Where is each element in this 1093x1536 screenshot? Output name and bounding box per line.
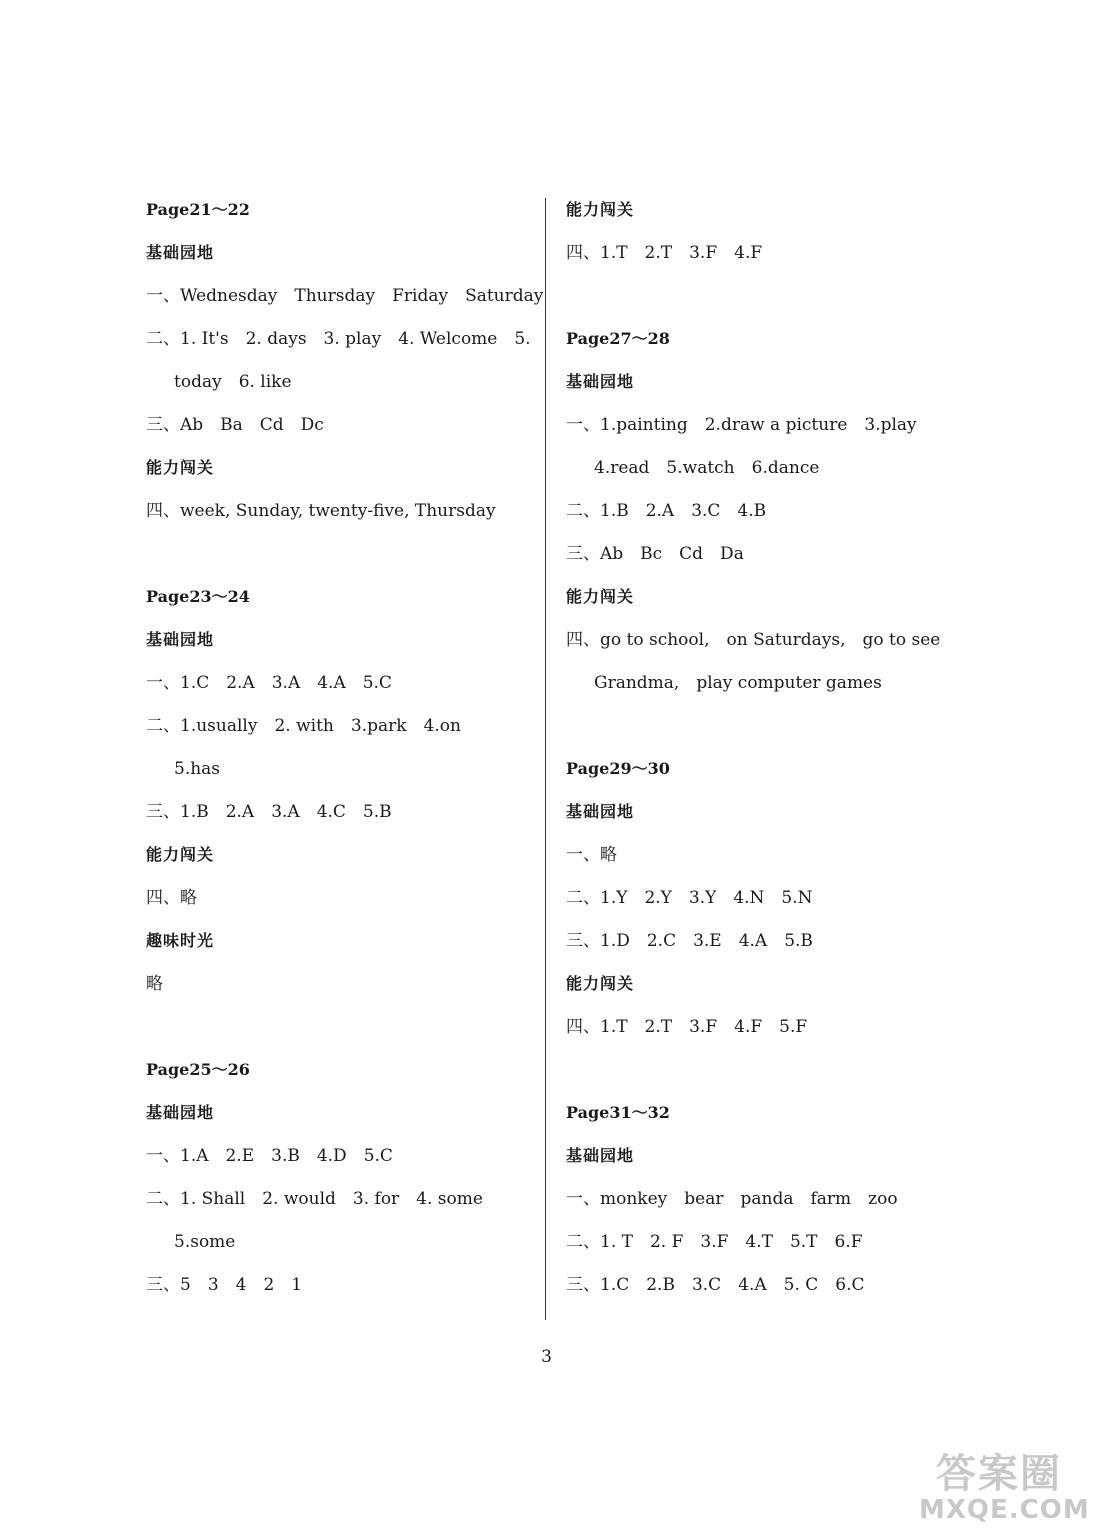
answer-line-continued: 5.has bbox=[174, 759, 221, 779]
page-heading: Page29～30 bbox=[566, 759, 670, 778]
answer-line: 四、略 bbox=[146, 888, 197, 908]
watermark-title: 答案圈 bbox=[936, 1451, 1062, 1497]
answer-line-continued: Grandma, play computer games bbox=[594, 673, 882, 693]
page-heading: Page27～28 bbox=[566, 329, 670, 348]
section-heading: 能力闯关 bbox=[566, 200, 635, 219]
answer-line: 三、Ab Ba Cd Dc bbox=[146, 415, 324, 435]
answer-line: 三、1.C 2.B 3.C 4.A 5. C 6.C bbox=[566, 1275, 865, 1295]
answer-line-continued: 5.some bbox=[174, 1232, 236, 1252]
answer-line: 二、1. It's 2. days 3. play 4. Welcome 5. bbox=[146, 329, 531, 349]
section-heading: 能力闯关 bbox=[146, 845, 215, 864]
section-heading: 基础园地 bbox=[146, 630, 215, 649]
answer-line: 一、1.painting 2.draw a picture 3.play bbox=[566, 415, 917, 435]
answer-line: 三、1.B 2.A 3.A 4.C 5.B bbox=[146, 802, 392, 822]
answer-line: 三、5 3 4 2 1 bbox=[146, 1275, 303, 1295]
page-heading: Page21～22 bbox=[146, 200, 250, 219]
answer-line: 二、1.usually 2. with 3.park 4.on bbox=[146, 716, 461, 736]
answer-line: 三、Ab Bc Cd Da bbox=[566, 544, 744, 564]
answer-line: 四、week, Sunday, twenty-five, Thursday bbox=[146, 501, 496, 521]
page-number: 3 bbox=[541, 1347, 552, 1367]
answer-line: 二、1.Y 2.Y 3.Y 4.N 5.N bbox=[566, 888, 813, 908]
page-heading: Page31～32 bbox=[566, 1103, 670, 1122]
answer-line-continued: today 6. like bbox=[174, 372, 292, 392]
answer-line-continued: 4.read 5.watch 6.dance bbox=[594, 458, 820, 478]
page-heading: Page23～24 bbox=[146, 587, 250, 606]
section-heading: 基础园地 bbox=[566, 1146, 635, 1165]
answer-line: 二、1. T 2. F 3.F 4.T 5.T 6.F bbox=[566, 1232, 863, 1252]
section-heading: 基础园地 bbox=[566, 372, 635, 391]
answer-line: 略 bbox=[146, 974, 163, 994]
section-heading: 能力闯关 bbox=[146, 458, 215, 477]
answer-line: 一、略 bbox=[566, 845, 617, 865]
answer-line: 四、1.T 2.T 3.F 4.F 5.F bbox=[566, 1017, 808, 1037]
answer-line: 三、1.D 2.C 3.E 4.A 5.B bbox=[566, 931, 813, 951]
answer-line: 二、1.B 2.A 3.C 4.B bbox=[566, 501, 767, 521]
answer-line: 四、1.T 2.T 3.F 4.F bbox=[566, 243, 763, 263]
answer-line: 二、1. Shall 2. would 3. for 4. some bbox=[146, 1189, 483, 1209]
answer-line: 一、monkey bear panda farm zoo bbox=[566, 1189, 898, 1209]
column-divider bbox=[545, 198, 546, 1320]
page-heading: Page25～26 bbox=[146, 1060, 250, 1079]
section-heading: 能力闯关 bbox=[566, 587, 635, 606]
section-heading: 能力闯关 bbox=[566, 974, 635, 993]
watermark-logo bbox=[919, 1451, 1090, 1525]
answer-line: 一、1.A 2.E 3.B 4.D 5.C bbox=[146, 1146, 393, 1166]
answer-line: 一、Wednesday Thursday Friday Saturday bbox=[146, 286, 544, 306]
answer-line: 一、1.C 2.A 3.A 4.A 5.C bbox=[146, 673, 392, 693]
section-heading: 基础园地 bbox=[566, 802, 635, 821]
watermark-url: MXQE.COM bbox=[919, 1495, 1090, 1525]
answer-line: 四、go to school, on Saturdays, go to see bbox=[566, 630, 941, 650]
section-heading: 基础园地 bbox=[146, 1103, 215, 1122]
section-heading: 趣味时光 bbox=[146, 931, 215, 950]
section-heading: 基础园地 bbox=[146, 243, 215, 262]
